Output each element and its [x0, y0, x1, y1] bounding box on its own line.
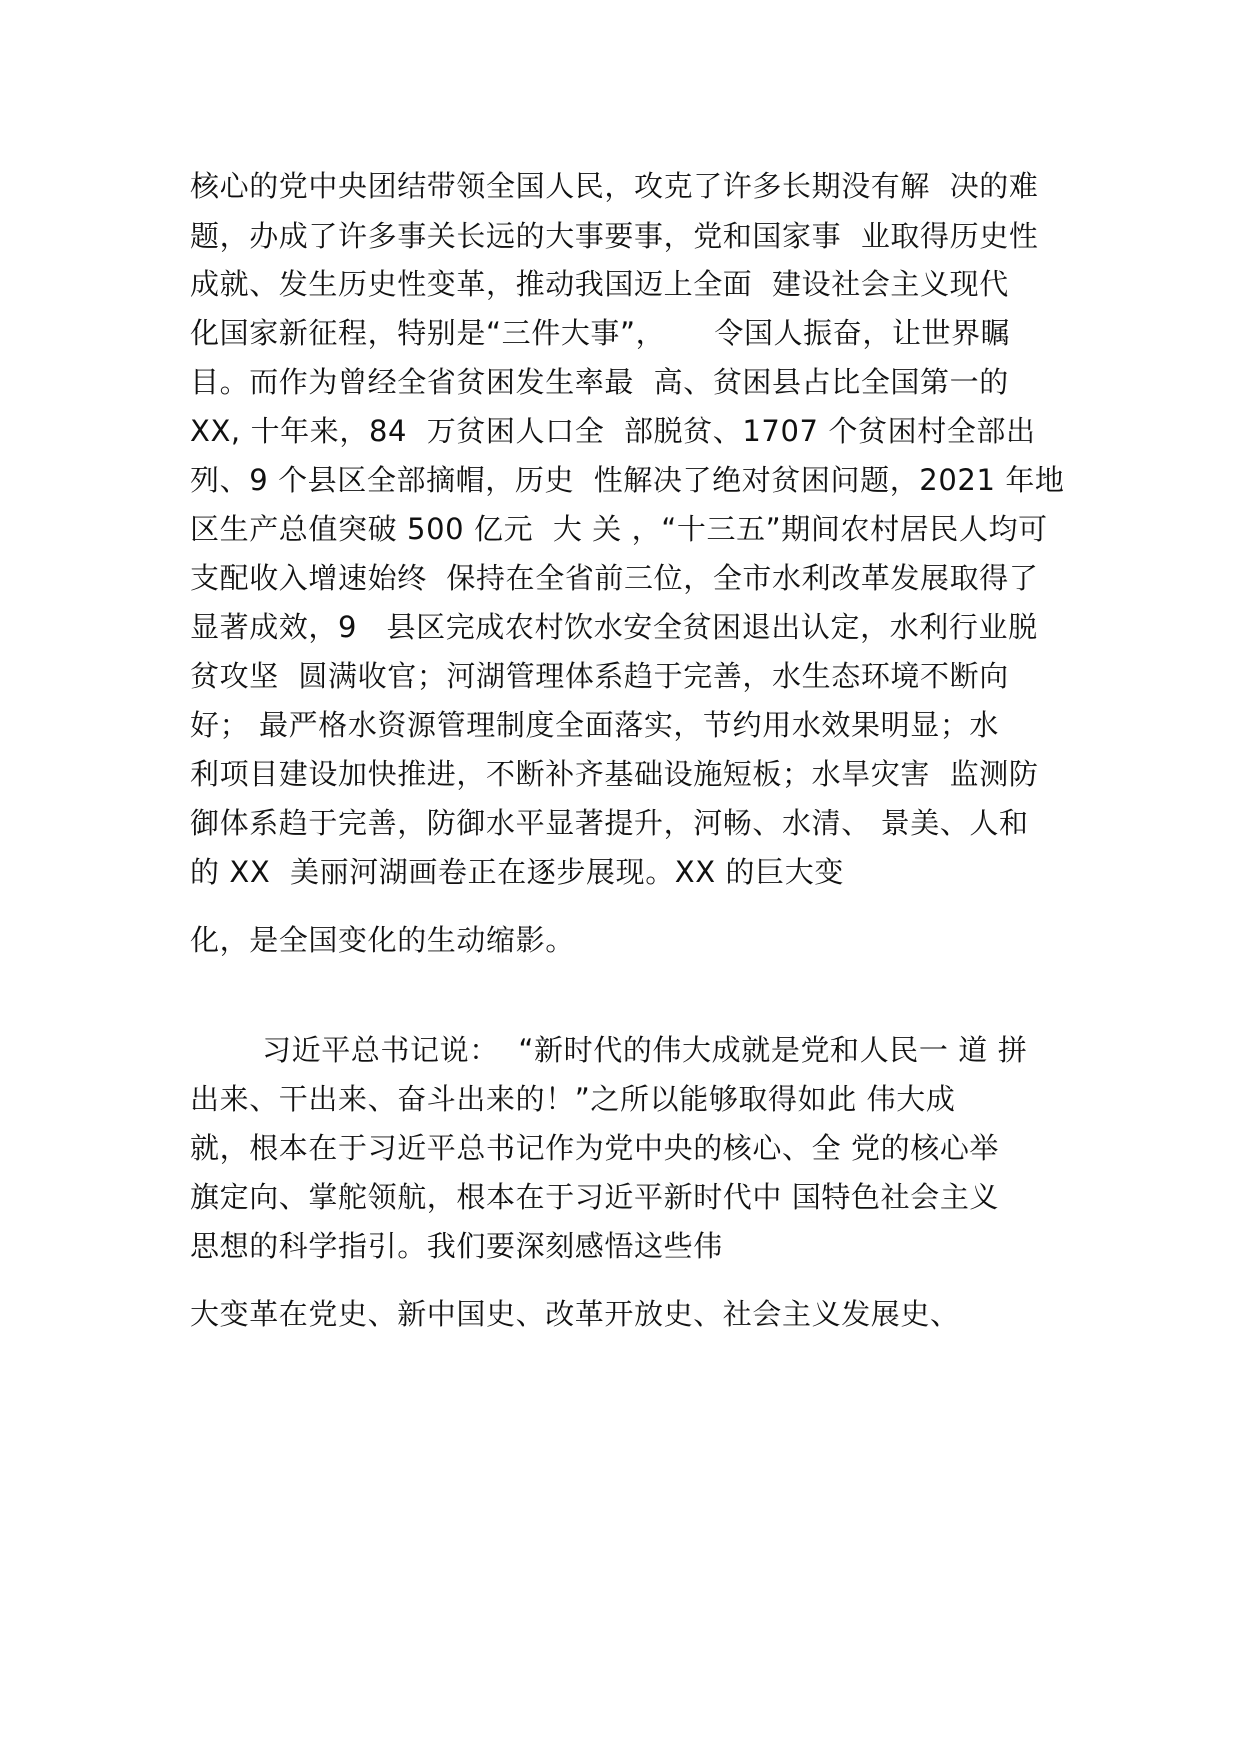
text-line: XX, 十年来，84 万贫困人口全 部脱贫、1707 个贫困村全部出 — [190, 414, 1036, 448]
text-line: 利项目建设加快推进，不断补齐基础设施短板；水旱灾害 监测防 — [190, 757, 1039, 791]
text-line: 成就、发生历史性变革，推动我国迈上全面 建设社会主义现代 — [190, 267, 1009, 301]
text-line: 贫攻坚 圆满收官；河湖管理体系趋于完善，水生态环境不断向 — [190, 659, 1009, 693]
text-line: 目。而作为曾经全省贫困发生率最 高、贫困县占比全国第一的 — [190, 365, 1009, 399]
text-line: 好； 最严格水资源管理制度全面落实，节约用水效果明显；水 — [190, 708, 1000, 742]
text-line: 御体系趋于完善，防御水平显著提升，河畅、水清、 景美、人和 — [190, 806, 1029, 840]
text-line: 化国家新征程，特别是“三件大事”， 令国人振奋，让世界瞩 — [190, 316, 1011, 350]
text-line: 旗定向、掌舵领航，根本在于习近平新时代中 国特色社会主义 — [190, 1180, 1000, 1214]
text-line: 核心的党中央团结带领全国人民，攻克了许多长期没有解 决的难 — [190, 169, 1039, 203]
text-line: 区生产总值突破 500 亿元 大 关 ，“十三五”期间农村居民人均可 — [190, 512, 1048, 546]
text-line: 大变革在党史、新中国史、改革开放史、社会主义发展史、 — [190, 1297, 960, 1331]
text-line: 思想的科学指引。我们要深刻感悟这些伟 — [190, 1229, 723, 1263]
text-line: 化，是全国变化的生动缩影。 — [190, 923, 575, 957]
text-line: 列、9 个县区全部摘帽，历史 性解决了绝对贫困问题，2021 年地 — [190, 463, 1065, 497]
text-line: 支配收入增速始终 保持在全省前三位，全市水利改革发展取得了 — [190, 561, 1039, 595]
text-line: 的 XX 美丽河湖画卷正在逐步展现。XX 的巨大变 — [190, 855, 844, 889]
text-line: 就，根本在于习近平总书记作为党中央的核心、全 党的核心举 — [190, 1131, 1000, 1165]
text-line: 题，办成了许多事关长远的大事要事，党和国家事 业取得历史性 — [190, 219, 1039, 253]
text-line: 习近平总书记说： “新时代的伟大成就是党和人民一 道 拼 — [262, 1033, 1028, 1067]
text-line: 显著成效，9 县区完成农村饮水安全贫困退出认定，水利行业脱 — [190, 610, 1038, 644]
text-line: 出来、干出来、奋斗出来的！”之所以能够取得如此 伟大成 — [190, 1082, 956, 1116]
